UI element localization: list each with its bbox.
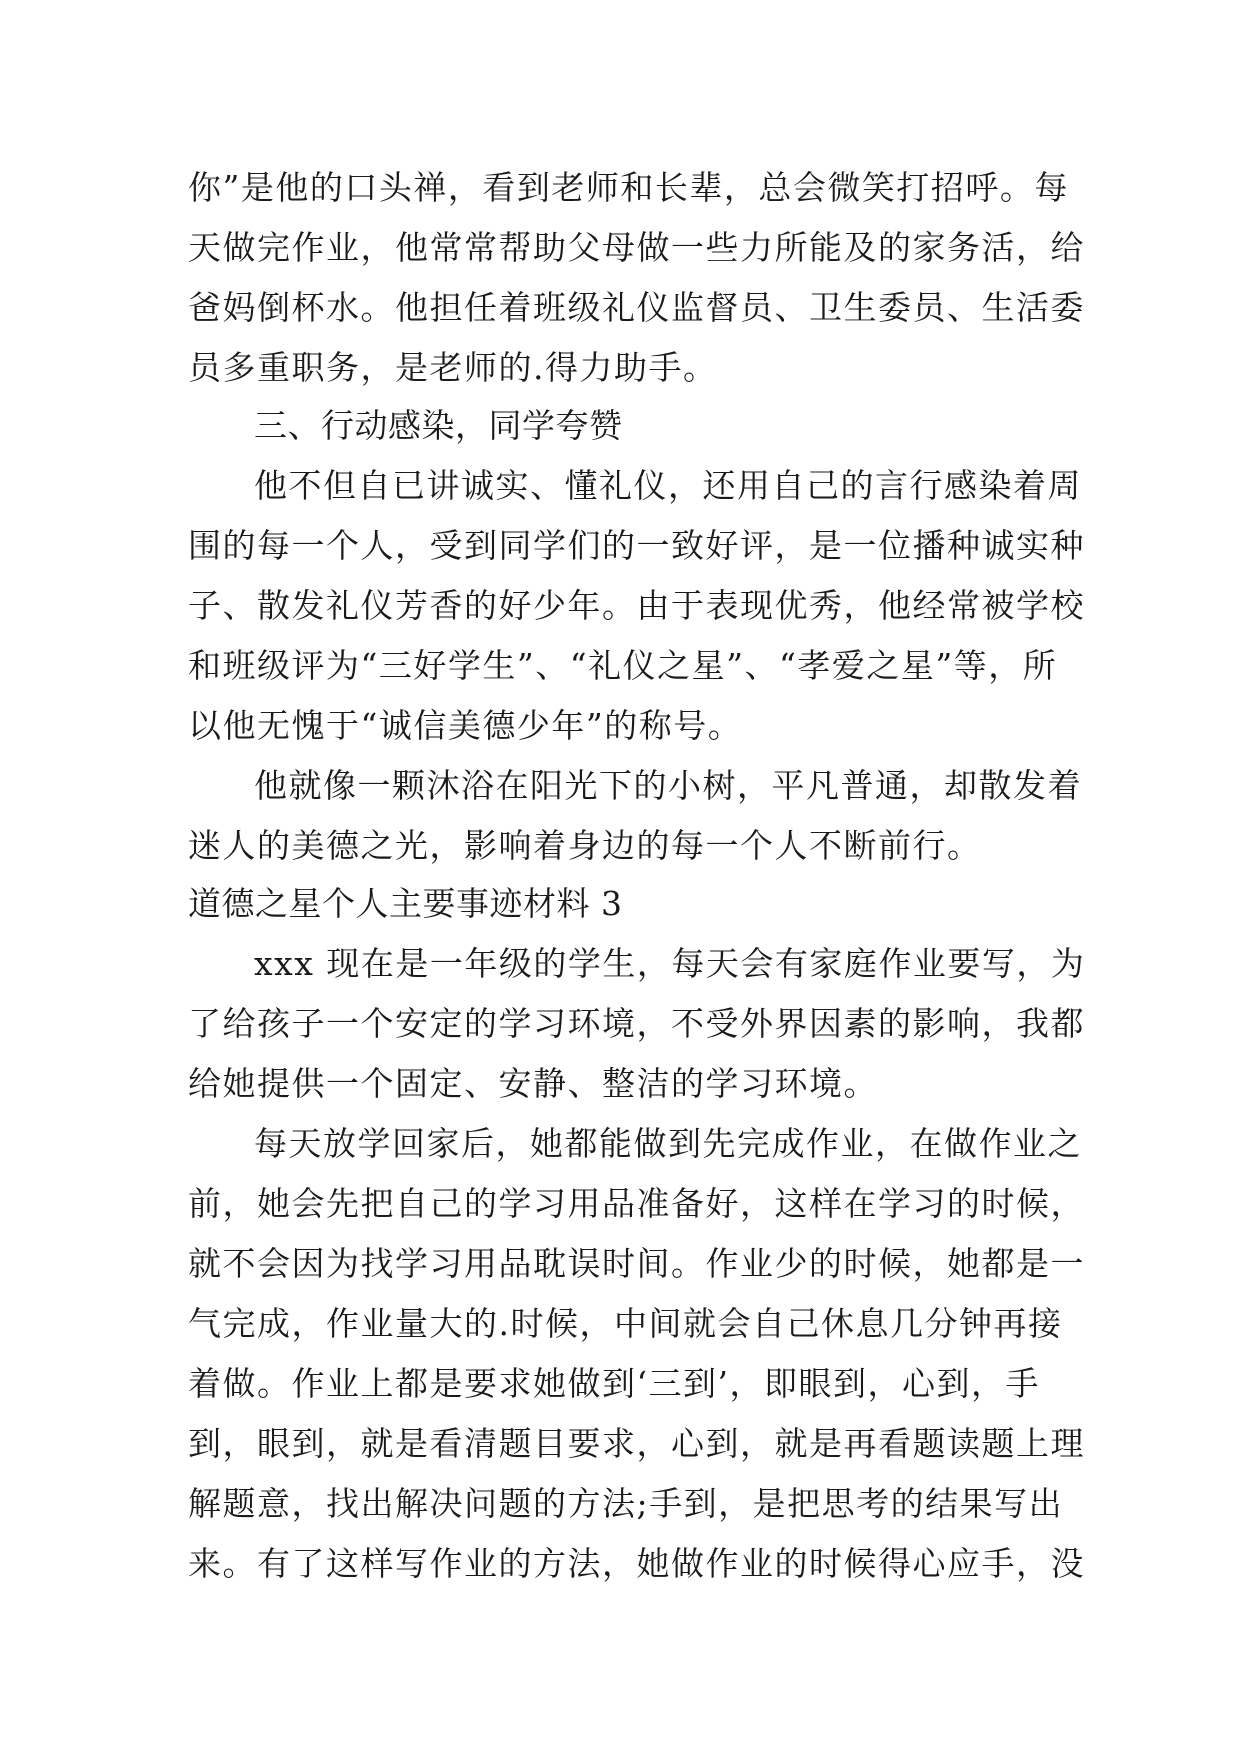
text-line: 和班级评为“三好学生”、“礼仪之星”、“孝爱之星”等，所 [188, 646, 1058, 685]
text-line: 就不会因为找学习用品耽误时间。作业少的时候，她都是一 [188, 1244, 1085, 1283]
text-line: 员多重职务，是老师的.得力助手。 [188, 348, 718, 387]
text-line: 围的每一个人，受到同学们的一致好评，是一位播种诚实种 [188, 526, 1085, 565]
text-line: 解题意，找出解决问题的方法;手到，是把思考的结果写出 [188, 1484, 1064, 1523]
text-line: 爸妈倒杯水。他担任着班级礼仪监督员、卫生委员、生活委 [188, 288, 1085, 327]
text-line: 天做完作业，他常常帮助父母做一些力所能及的家务活，给 [188, 228, 1085, 267]
text-line: 迷人的美德之光，影响着身边的每一个人不断前行。 [188, 826, 982, 865]
text-line: 到，眼到，就是看清题目要求，心到，就是再看题读题上理 [188, 1424, 1085, 1463]
text-line: 给她提供一个固定、安静、整洁的学习环境。 [188, 1064, 878, 1103]
text-line: 着做。作业上都是要求她做到‘三到’，即眼到，心到，手 [188, 1364, 1040, 1403]
article-title: 道德之星个人主要事迹材料 3 [188, 884, 623, 923]
text-line: 他就像一颗沐浴在阳光下的小树，平凡普通，却散发着 [254, 766, 1082, 805]
text-line: 了给孩子一个安定的学习环境，不受外界因素的影响，我都 [188, 1004, 1085, 1043]
text-line: 以他无愧于“诚信美德少年”的称号。 [188, 706, 743, 745]
text-line: 你”是他的口头禅，看到老师和长辈，总会微笑打招呼。每 [188, 168, 1069, 207]
text-line: 子、散发礼仪芳香的好少年。由于表现优秀，他经常被学校 [188, 586, 1085, 625]
text-line: 来。有了这样写作业的方法，她做作业的时候得心应手，没 [188, 1544, 1085, 1583]
text-line: 气完成，作业量大的.时候，中间就会自己休息几分钟再接 [188, 1304, 1063, 1343]
text-line: 前，她会先把自己的学习用品准备好，这样在学习的时候， [188, 1184, 1085, 1223]
text-line: 每天放学回家后，她都能做到先完成作业，在做作业之 [254, 1124, 1082, 1163]
section-heading: 三、行动感染，同学夸赞 [254, 406, 623, 445]
text-line: xxx 现在是一年级的学生，每天会有家庭作业要写，为 [254, 944, 1086, 983]
text-line: 他不但自已讲诚实、懂礼仪，还用自己的言行感染着周 [254, 466, 1082, 505]
